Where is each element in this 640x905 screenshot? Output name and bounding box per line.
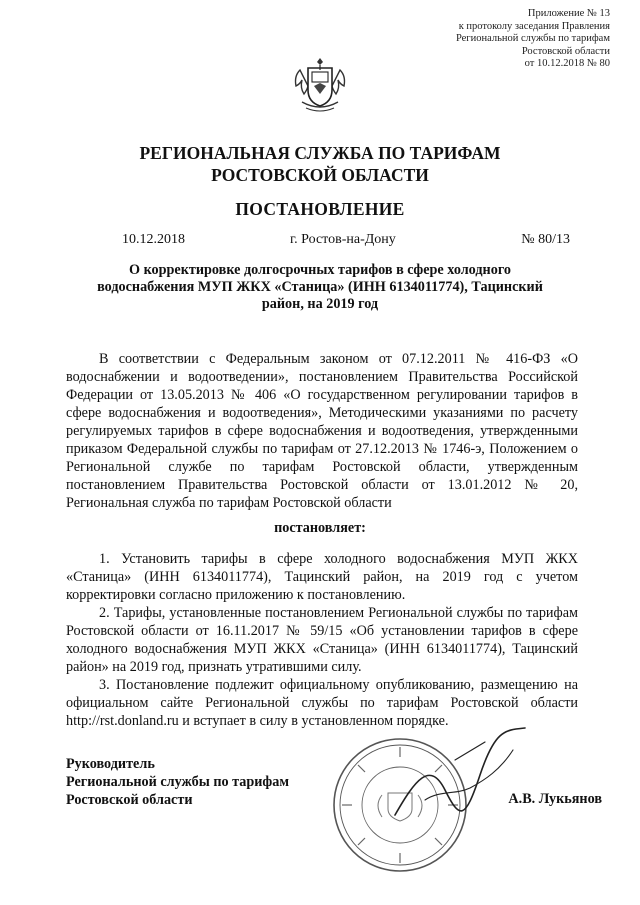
appendix-line: к протоколу заседания Правления: [458, 20, 610, 32]
organization-name-line2: РОСТОВСКОЙ ОБЛАСТИ: [211, 165, 429, 185]
appendix-line: Приложение № 13: [527, 8, 610, 19]
signatory-name: А.В. Лукьянов: [508, 791, 602, 807]
handwritten-signature: [385, 720, 535, 830]
preamble-paragraph: В соответствии с Федеральным законом от 07.12.2011 № 416-ФЗ «О водоснабжении и водоотведении», постановлением Правительства Российской Федерации от 13.05.2013 № 406 «О государственном регулировании тарифов в сфере водоснабжения и водоотведения», Методическими указаниями по расчету регулируемых тарифов в сфере водоснабжения и водоотведения, утвержденными приказом Федеральной службы по тарифам от 27.12.2013 № 1746-э, Положением о Региональной службе по тарифам Ростовской области, утвержденным постановлением Правительства Ростовской области от 13.01.2012 № 20, Региональная служба по тарифам Ростовской области: [66, 351, 578, 511]
appendix-note: [456, 8, 610, 71]
resolves-heading: постановляет:: [274, 520, 366, 536]
document-type: ПОСТАНОВЛЕНИЕ: [235, 199, 405, 219]
document-subject: О корректировке долгосрочных тарифов в сфере холодного водоснабжения МУП ЖКХ «Станица» (ИНН 6134011774), Тацинский район, на 2019 год: [97, 262, 543, 312]
coat-of-arms-icon: [292, 56, 348, 116]
appendix-line: Региональной службы по тарифам: [455, 33, 610, 44]
resolution-item: 3. Постановление подлежит официальному опубликованию, размещению на официальном сайте Региональной службы по тарифам Ростовской области http://rst.donland.ru и вступает в силу в установленном порядке.: [66, 677, 578, 729]
resolution-item: 1. Установить тарифы в сфере холодного водоснабжения МУП ЖКХ «Станица» (ИНН 6134011774), Тацинский район, на 2019 год с учетом корректировки согласно приложению к постановлению.: [66, 551, 578, 603]
signatory-title-line: Ростовской области: [66, 792, 193, 808]
organization-name-line1: РЕГИОНАЛЬНАЯ СЛУЖБА ПО ТАРИФАМ: [139, 143, 501, 163]
organization-name: [0, 142, 640, 186]
signatory-title-line: Региональной службы по тарифам: [66, 774, 290, 790]
appendix-line: Ростовской области: [521, 45, 610, 57]
resolution-items: [66, 550, 578, 730]
signatory-title-line: Руководитель: [66, 756, 155, 772]
document-date: 10.12.2018: [122, 232, 185, 247]
signatory-title: [66, 755, 289, 809]
document-city: г. Ростов-на-Дону: [290, 232, 396, 247]
appendix-line: от 10.12.2018 № 80: [524, 58, 610, 69]
resolution-item: 2. Тарифы, установленные постановлением Региональной службы по тарифам Ростовской области от 16.11.2017 № 59/15 «Об установлении тарифов в сфере холодного водоснабжения МУП ЖКХ «Станица» (ИНН 6134011774), Тацинский район» на 2019 год, признать утратившими силу.: [66, 605, 578, 675]
document-number: № 80/13: [521, 232, 570, 247]
